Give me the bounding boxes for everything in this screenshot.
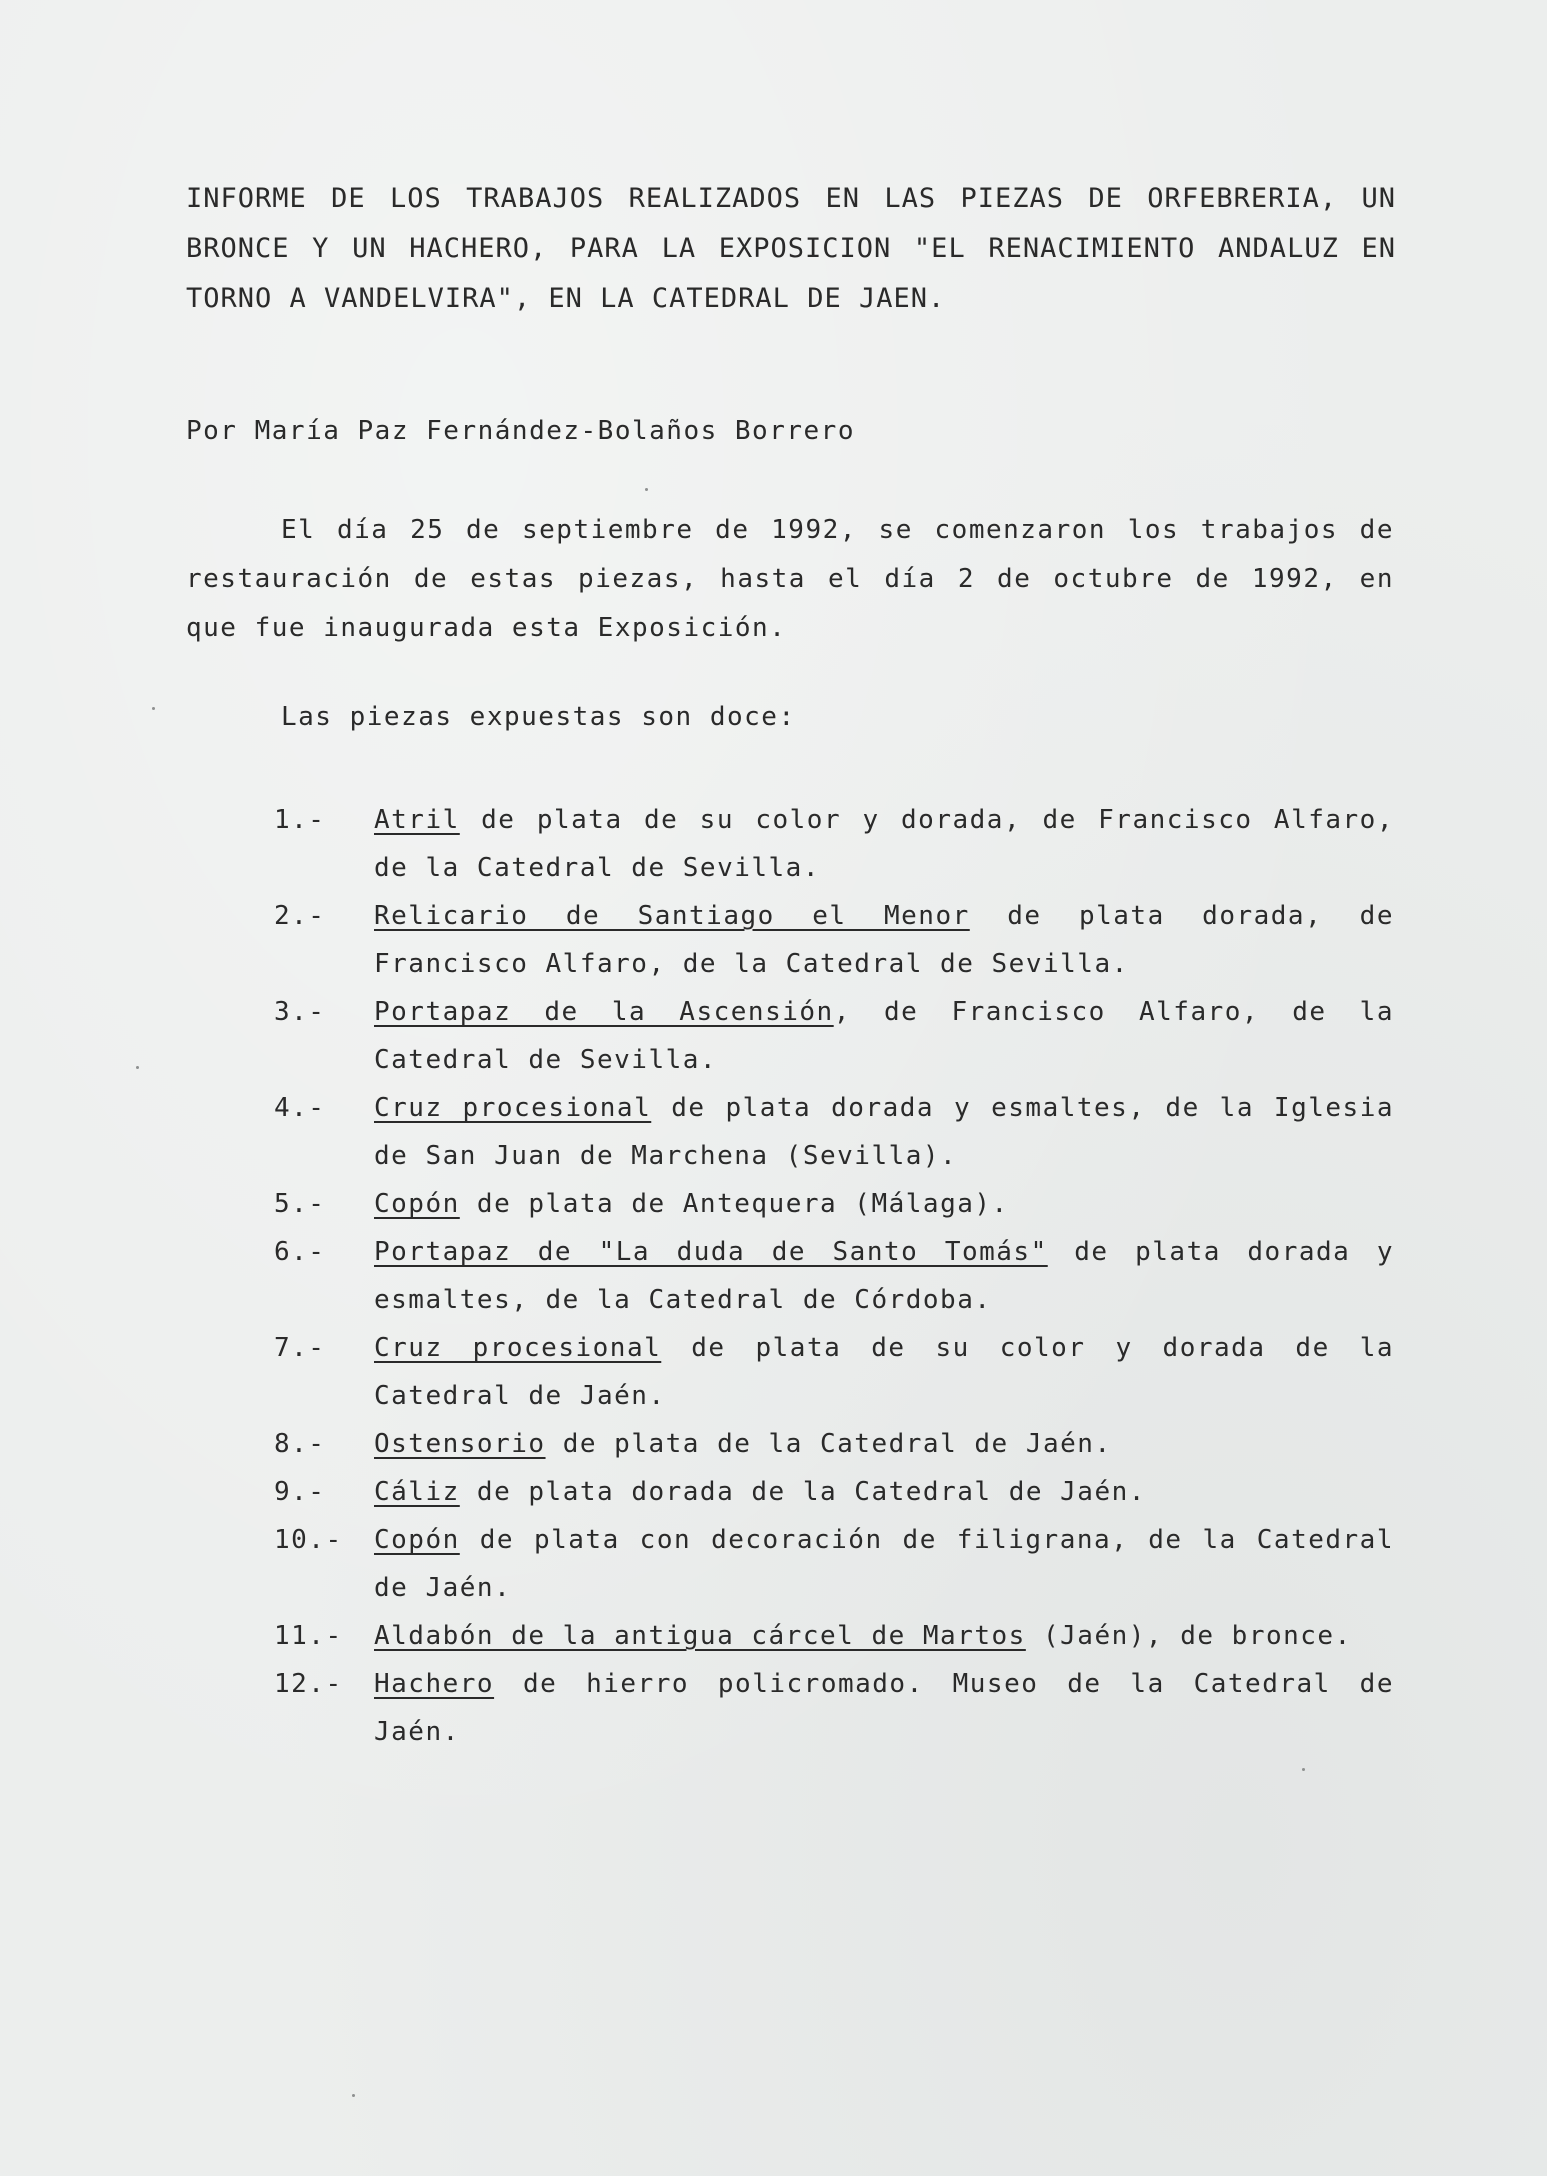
item-title: Cáliz xyxy=(374,1477,460,1507)
item-description: (Jaén), de bronce. xyxy=(1025,1621,1352,1651)
item-title: Portapaz de la Ascensión xyxy=(374,997,834,1027)
item-title: Aldabón de la antigua cárcel de Martos xyxy=(374,1621,1026,1651)
list-item xyxy=(186,892,1394,988)
list-item xyxy=(186,1084,1394,1180)
item-description: de plata dorada y esmaltes, de la Iglesia de San Juan de Marchena (Sevilla). xyxy=(374,1093,1394,1171)
item-number: 10.- xyxy=(274,1525,343,1555)
item-number: 8.- xyxy=(274,1429,326,1459)
list-item xyxy=(186,1660,1394,1756)
item-title: Relicario de Santiago el Menor xyxy=(374,901,970,931)
item-number: 12.- xyxy=(274,1669,343,1699)
list-item xyxy=(186,1612,1394,1660)
list-item xyxy=(186,1324,1394,1420)
paper-speck xyxy=(352,2094,355,2097)
item-description: de plata de la Catedral de Jaén. xyxy=(545,1429,1112,1459)
list-item xyxy=(186,1468,1394,1516)
list-item xyxy=(186,1516,1394,1612)
item-number: 9.- xyxy=(274,1477,326,1507)
item-number: 11.- xyxy=(274,1621,343,1651)
list-intro: Las piezas expuestas son doce: xyxy=(281,702,796,732)
item-description: de plata de su color y dorada, de Francisco Alfaro, de la Catedral de Sevilla. xyxy=(374,805,1394,883)
author-line: Por María Paz Fernández-Bolaños Borrero xyxy=(186,416,855,446)
intro-paragraph: El día 25 de septiembre de 1992, se comenzaron los trabajos de restauración de estas piezas, hasta el día 2 de octubre de 1992, en que fue inaugurada esta Exposición. xyxy=(186,515,1394,643)
item-description: de plata dorada de la Catedral de Jaén. xyxy=(459,1477,1146,1507)
item-description: , de Francisco Alfaro, de la Catedral de Sevilla. xyxy=(374,997,1394,1075)
list-item xyxy=(186,1228,1394,1324)
item-number: 2.- xyxy=(274,901,326,931)
item-title: Copón xyxy=(374,1189,460,1219)
list-item xyxy=(186,988,1394,1084)
item-description: de plata dorada y esmaltes, de la Catedral de Córdoba. xyxy=(374,1237,1394,1315)
item-title: Atril xyxy=(374,805,460,835)
item-number: 4.- xyxy=(274,1093,326,1123)
item-description: de plata dorada, de Francisco Alfaro, de la Catedral de Sevilla. xyxy=(374,901,1394,979)
paper-speck xyxy=(136,1066,139,1069)
list-item xyxy=(186,1180,1394,1228)
item-number: 3.- xyxy=(274,997,326,1027)
item-title: Cruz procesional xyxy=(374,1093,652,1123)
item-title: Hachero xyxy=(374,1669,495,1699)
item-title: Copón xyxy=(374,1525,460,1555)
item-description: de plata de su color y dorada de la Catedral de Jaén. xyxy=(374,1333,1394,1411)
paper-speck xyxy=(645,488,648,491)
list-item xyxy=(186,1420,1394,1468)
item-number: 5.- xyxy=(274,1189,326,1219)
item-description: de plata con decoración de filigrana, de la Catedral de Jaén. xyxy=(374,1525,1394,1603)
item-number: 7.- xyxy=(274,1333,326,1363)
item-title: Portapaz de "La duda de Santo Tomás" xyxy=(374,1237,1048,1267)
item-title: Cruz procesional xyxy=(374,1333,662,1363)
item-description: de plata de Antequera (Málaga). xyxy=(459,1189,1009,1219)
pieces-list xyxy=(186,796,1394,1756)
document-title: INFORME DE LOS TRABAJOS REALIZADOS EN LAS PIEZAS DE ORFEBRERIA, UN BRONCE Y UN HACHERO, PARA LA EXPOSICION "EL RENACIMIENTO ANDALUZ EN TORNO A VANDELVIRA", EN LA CATEDRAL DE JAEN. xyxy=(186,183,1396,314)
list-item xyxy=(186,796,1394,892)
paper-speck xyxy=(1302,1768,1305,1771)
paper-speck xyxy=(152,707,155,710)
item-description: de hierro policromado. Museo de la Catedral de Jaén. xyxy=(374,1669,1394,1747)
item-title: Ostensorio xyxy=(374,1429,546,1459)
item-number: 6.- xyxy=(274,1237,326,1267)
item-number: 1.- xyxy=(274,805,326,835)
